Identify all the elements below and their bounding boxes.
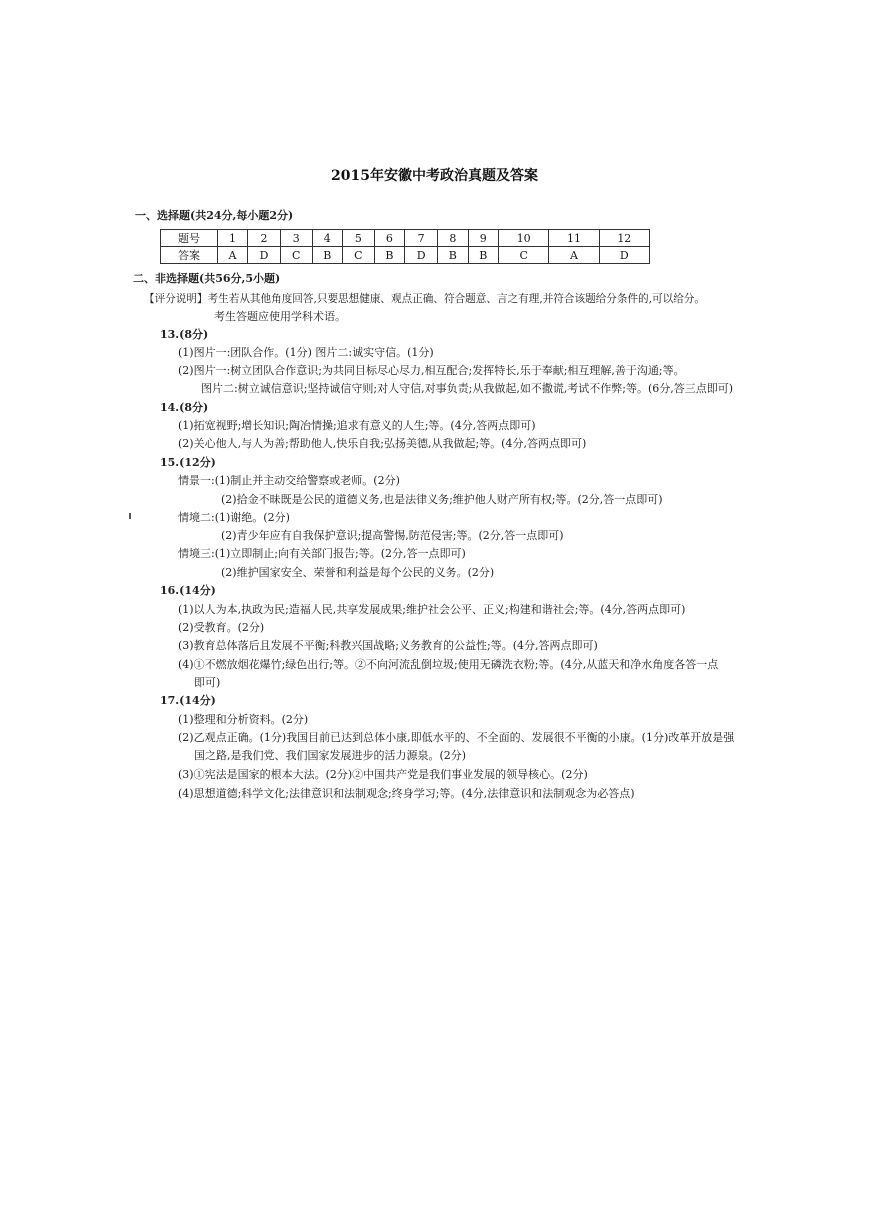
table-cell: C [499,247,549,264]
table-row-numbers [161,230,650,247]
q15-scene2-b: (2)青少年应有自我保护意识;提高警惕,防范侵害;等。(2分,答一点即可) [221,529,564,542]
table-cell: 1 [218,230,248,247]
table-cell: C [280,247,312,264]
q15-scene1-b: (2)拾金不昧既是公民的道德义务,也是法律义务;维护他人财产所有权;等。(2分,答一点即可) [221,493,663,506]
table-row-label: 题号 [161,230,218,247]
q16-answer-3: (3)教育总体落后且发展不平衡;科教兴国战略;义务教育的公益性;等。(4分,答两点即可) [178,639,598,652]
scan-mark [129,513,131,519]
q17-head: 17.(14分) [160,694,216,707]
table-cell: 5 [343,230,375,247]
q14-answer-1: (1)拓宽视野;增长知识;陶冶情操;追求有意义的人生;等。(4分,答两点即可) [178,419,536,432]
page-title: 2015年安徽中考政治真题及答案 [331,168,538,184]
table-cell: 7 [405,230,438,247]
answer-table [160,229,650,264]
q16-answer-1: (1)以人为本,执政为民;造福人民,共享发展成果;维护社会公平、正义;构建和谐社会;等。(4分,答两点即可) [178,603,686,616]
table-cell: 4 [312,230,342,247]
q13-answer-2: (2)图片一:树立团队合作意识;为共同目标尽心尽力,相互配合;发挥特长,乐于奉献;相互理解,善于沟通;等。 [178,364,685,377]
table-cell: 8 [438,230,468,247]
table-cell: B [438,247,468,264]
table-cell: A [549,247,599,264]
q15-scene2-a: 情境二:(1)谢绝。(2分) [178,511,290,524]
q17-answer-2: (2)乙观点正确。(1分)我国目前已达到总体小康,即低水平的、不全面的、发展很不平衡的小康。(1分)改革开放是强 [178,731,735,744]
table-cell: D [248,247,281,264]
q17-answer-3: (3)①宪法是国家的根本大法。(2分)②中国共产党是我们事业发展的领导核心。(2分) [178,768,588,781]
table-row-answers [161,247,650,264]
table-cell: C [343,247,375,264]
table-cell: D [599,247,649,264]
q14-head: 14.(8分) [160,401,209,414]
q15-scene1-a: 情景一:(1)制止并主动交给警察或老师。(2分) [178,474,400,487]
q13-answer-1: (1)图片一:团队合作。(1分) 图片二:诚实守信。(1分) [178,346,434,359]
table-cell: B [374,247,404,264]
scoring-note-2: 考生答题应使用学科术语。 [214,310,346,323]
table-cell: 12 [599,230,649,247]
q13-answer-3: 图片二:树立诚信意识;坚持诚信守则;对人守信,对事负责;从我做起,如不撒谎,考试不作弊;等。(6分,答三点即可) [201,382,734,395]
table-cell: D [405,247,438,264]
q16-answer-2: (2)受教育。(2分) [178,621,265,634]
q17-answer-1: (1)整理和分析资料。(2分) [178,713,309,726]
q15-scene3-a: 情境三:(1)立即制止;向有关部门报告;等。(2分,答一点即可) [178,547,466,560]
table-cell: 6 [374,230,404,247]
table-cell: 11 [549,230,599,247]
q16-answer-4-cont: 即可) [194,676,221,689]
table-cell: 9 [468,230,498,247]
table-cell: 2 [248,230,281,247]
q17-answer-2-cont: 国之路,是我们党、我们国家发展进步的活力源泉。(2分) [194,749,467,762]
scoring-note: 【评分说明】考生若从其他角度回答,只要思想健康、观点正确、符合题意、言之有理,并符合该题给分条件的,可以给分。 [144,293,705,305]
table-cell: B [312,247,342,264]
q13-head: 13.(8分) [160,328,209,341]
q16-answer-4: (4)①不燃放烟花爆竹;绿色出行;等。②不向河流乱倒垃圾;使用无磷洗衣粉;等。(4分,从蓝天和净水角度各答一点 [178,658,719,671]
table-row-label: 答案 [161,247,218,264]
q14-answer-2: (2)关心他人,与人为善;帮助他人,快乐自我;弘扬美德,从我做起;等。(4分,答两点即可) [178,437,587,450]
section1-header: 一、选择题(共24分,每小题2分) [135,209,294,222]
q16-head: 16.(14分) [160,584,216,597]
table-cell: A [218,247,248,264]
table-cell: B [468,247,498,264]
table-cell: 10 [499,230,549,247]
table-cell: 3 [280,230,312,247]
q17-answer-4: (4)思想道德;科学文化;法律意识和法制观念;终身学习;等。(4分,法律意识和法制观念为必答点) [178,787,635,800]
q15-scene3-b: (2)维护国家安全、荣誉和利益是每个公民的义务。(2分) [221,566,495,579]
section2-header: 二、非选择题(共56分,5小题) [133,272,281,285]
q15-head: 15.(12分) [160,456,216,469]
